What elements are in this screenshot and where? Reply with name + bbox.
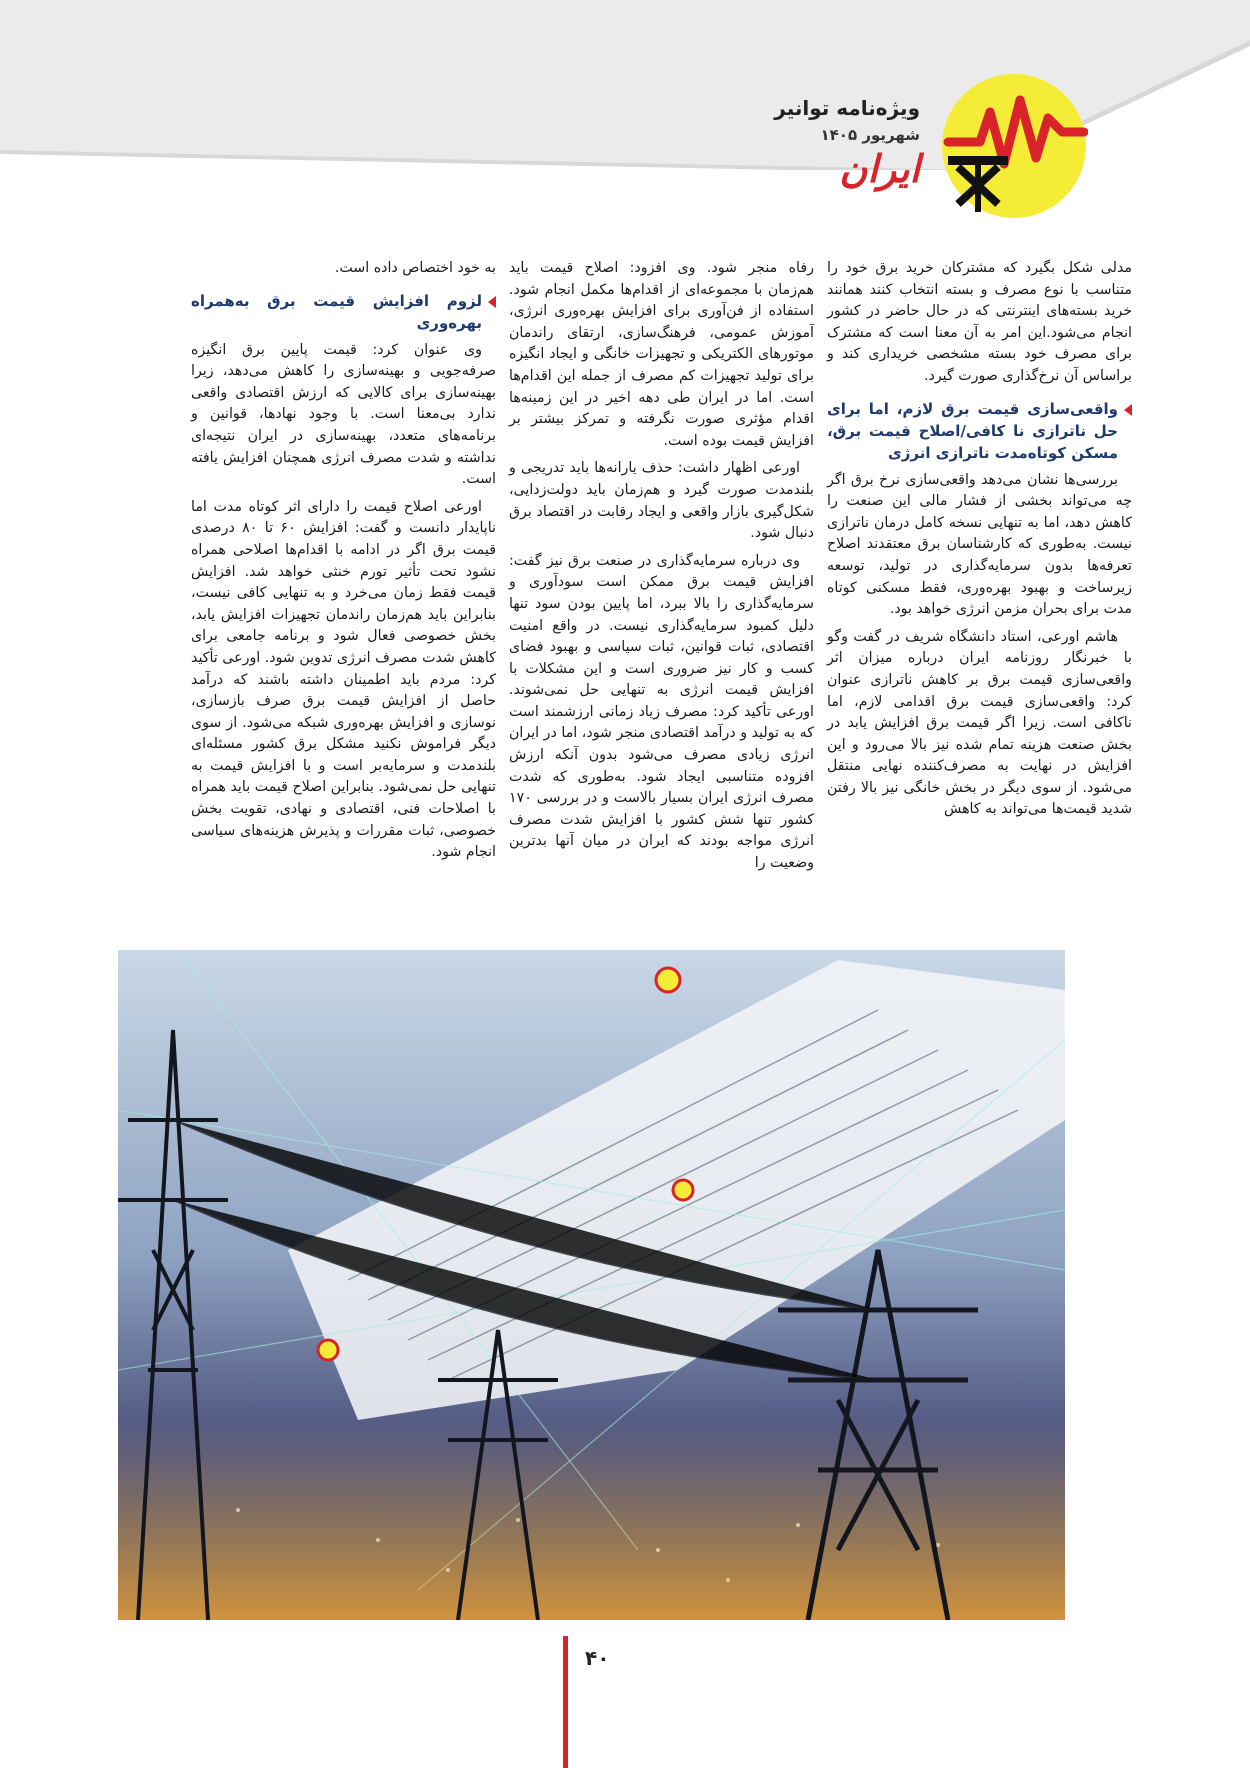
paragraph: هاشم اورعی، استاد دانشگاه شریف در گفت وگو با خبرنگار روزنامه ایران درباره میزان اثر واقعی‌سازی قیمت برق بر کاهش ناترازی عنوان کرد: واقعی‌سازی قیمت برق اقدامی لازم، اما ناکافی است. زیرا اگر قیمت برق افزایش یابد در بخش صنعت هزینه تمام شده نیز بالا می‌رود و این افزایش در نهایت به مصرف‌کننده نهایی منتقل می‌شود. از سوی دیگر در بخش خانگی نیز بالا رفتن شدید قیمت‌ها می‌تواند به کاهش <box>827 628 1132 818</box>
paper-name: ایران <box>839 146 920 191</box>
paragraph: وی درباره سرمایه‌گذاری در صنعت برق نیز گفت: افزایش قیمت برق ممکن است سودآوری و سرمایه‌گذاری را بالا ببرد، اما پایین بودن سود تنها دلیل کمبود سرمایه‌گذاری نیست. در واقع امنیت اقتصادی، ثبات قوانین، ثبات سیاسی و بهبود فضای کسب و کار نیز ضروری است و این مشکلات با افزایش قیمت انرژی به تنهایی حل نمی‌شوند. اورعی تأکید کرد: مصرف زیاد زمانی ارزشمند است که به تولید و درآمد اقتصادی منجر شود، اما در ایران انرژی زیادی مصرف می‌شود بدون آنکه ارزش افزوده متناسبی ایجاد شود. به‌طوری که شدت مصرف انرژی ایران بسیار بالاست و در بررسی ۱۷۰ کشور تنها شش کشور با افزایش شدت مصرف انرژی مواجه بودند که ایران در میان آنها بدترین وضعیت را <box>509 552 814 872</box>
subheading-text: لزوم افزایش قیمت برق به‌همراه بهره‌وری <box>191 291 482 332</box>
paragraph: رفاه منجر شود. وی افزود: اصلاح قیمت باید هم‌زمان با مجموعه‌ای از اقدام‌ها مکمل انجام شود. استفاده از فن‌آوری برای افزایش بهره‌وری انرژی، آموزش عمومی، فرهنگ‌سازی، ارتقای راندمان موتورهای الکتریکی و تجهیزات خانگی و ایجاد انگیزه برای تولید تجهیزات کم مصرف از جمله این اقدام‌ها است. اما در ایران طی دهه اخیر در این زمینه‌ها اقدام مؤثری صورت نگرفته و تمرکز بیشتر بر افزایش قیمت بوده است. <box>509 260 814 449</box>
article-column-2 <box>509 258 814 881</box>
article-photo <box>118 950 1065 1620</box>
subheading-text: واقعی‌سازی قیمت برق لازم، اما برای حل ناترازی نا کافی/اصلاح قیمت برق، مسکن کوتاه‌مدت ناترازی انرژی <box>827 399 1118 462</box>
paragraph: وی عنوان کرد: قیمت پایین برق انگیزه صرفه‌جویی و بهینه‌سازی را کاهش می‌دهد، زیرا بهینه‌سازی برای کالایی که ارزش اقتصادی واقعی ندارد بی‌معنا است. با وجود نهادها، قوانین و برنامه‌های متعدد، بهینه‌سازی در ایران نتیجه‌ای نداشته و شدت مصرف انرژی همچنان افزایش یافته است. <box>191 341 496 488</box>
section-subheading <box>827 398 1132 464</box>
arrow-marker-icon <box>1124 404 1132 416</box>
footer-rule <box>563 1636 568 1768</box>
power-grid-illustration <box>118 950 1065 1620</box>
paragraph: به خود اختصاص داده است. <box>334 260 496 276</box>
paragraph: اورعی اصلاح قیمت را دارای اثر کوتاه مدت اما ناپایدار دانست و گفت: افزایش ۶۰ تا ۸۰ درصدی قیمت برق اگر در ادامه با اقدام‌ها اصلاحی همراه نشود تحت تأثیر تورم خنثی خواهد شد. افزایش قیمت فقط زمان می‌خرد و به تنهایی کافی نیست، بنابراین باید هم‌زمان راندمان تجهیزات افزایش یابد، بخش خصوصی فعال شود و برنامه جامعی برای کاهش شدت مصرف انرژی تدوین شود. اورعی تأکید کرد: مردم باید اطمینان داشته باشند که درآمد حاصل از افزایش قیمت برق صرف بازسازی، نوسازی و افزایش بهره‌وری شبکه می‌شود. از سوی دیگر فراموش نکنید مشکل برق کشور مسئله‌ای بلندمدت و سرمایه‌بر است و با افزایش قیمت به تنهایی حل نمی‌شود. بنابراین اصلاح قیمت باید همراه با اصلاحات فنی، اقتصادی و نهادی، تقویت بخش خصوصی، ثبات مقررات و پذیرش هزینه‌های سیاسی انجام شود. <box>191 498 496 861</box>
article-column-3 <box>191 258 496 870</box>
tavanir-logo-icon <box>940 72 1088 220</box>
page-number: ۴۰ <box>585 1646 610 1670</box>
paragraph: مدلی شکل بگیرد که مشترکان خرید برق خود را متناسب با نوع مصرف و بسته انتخاب کنند همانند خرید بسته‌های اینترنتی که در حال حاضر در کشور انجام می‌شود.این امر به آن معنا است که مشترک برای مصرف خود بسته مشخصی خریداری کند و براساس آن نرخ‌گذاری صورت گیرد. <box>827 260 1132 384</box>
article-column-1 <box>827 258 1132 827</box>
issue-date: شهریور ۱۴۰۵ <box>820 126 920 144</box>
section-subheading <box>191 290 496 334</box>
paragraph: بررسی‌ها نشان می‌دهد واقعی‌سازی نرخ برق اگر چه می‌تواند بخشی از فشار مالی این صنعت را کاهش دهد، اما به تنهایی نسخه کامل درمان ناترازی نیست. به‌طوری که کارشناسان برق معتقدند اصلاح تعرفه‌ها بدون سرمایه‌گذاری در تولید، توسعه زیرساخت و بهبود بهره‌وری، فقط مسکنی کوتاه مدت برای بحران مزمن انرژی خواهد بود. <box>827 471 1132 618</box>
paragraph: اورعی اظهار داشت: حذف یارانه‌ها باید تدریجی و بلندمدت صورت گیرد و هم‌زمان باید دولت‌زدایی، شکل‌گیری بازار واقعی و ایجاد رقابت در اقتصاد برق دنبال شود. <box>509 460 814 542</box>
arrow-marker-icon <box>488 296 496 308</box>
supplement-title: ویژه‌نامه توانیر <box>774 96 920 120</box>
